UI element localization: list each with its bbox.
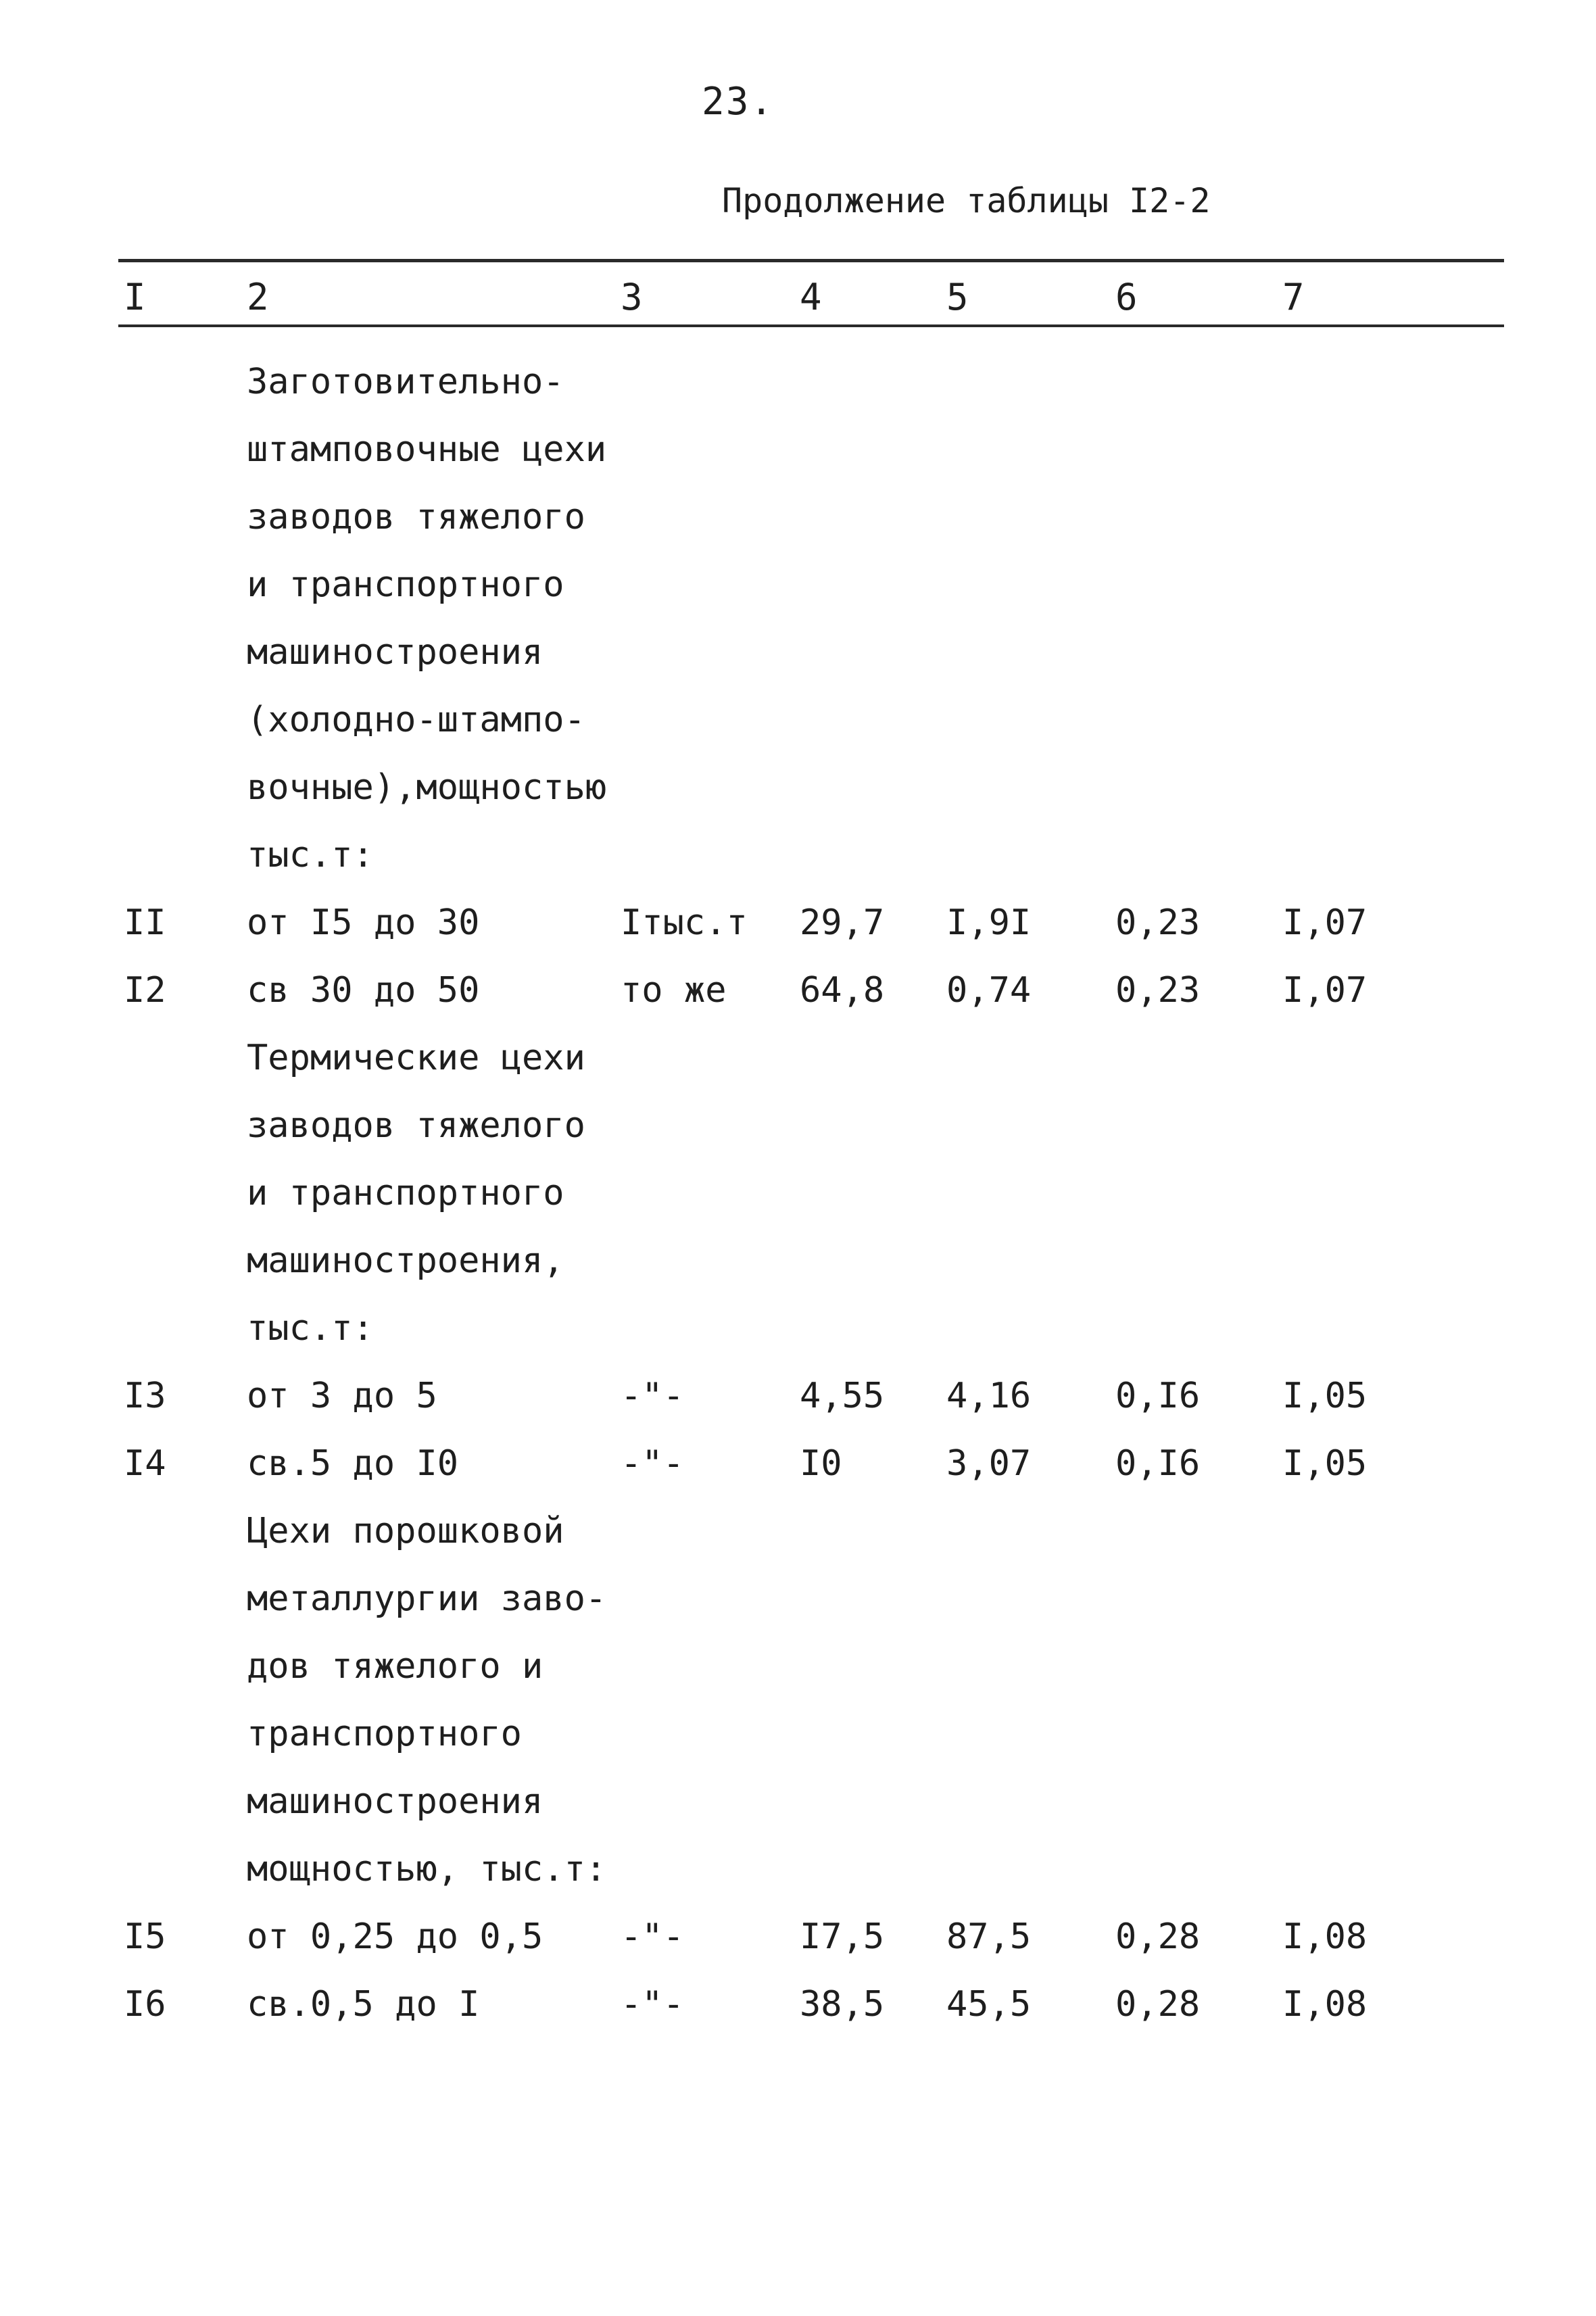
table-cell-c1: II bbox=[124, 902, 166, 943]
table-row bbox=[0, 1240, 1596, 1308]
table-row bbox=[0, 1443, 1596, 1511]
table-cell-c2: (холодно-штампо- bbox=[247, 700, 585, 740]
table-cell-c5: 0,74 bbox=[946, 970, 1032, 1011]
header-col-6: 6 bbox=[1115, 276, 1138, 318]
table-cell-c2: машиностроения bbox=[247, 1781, 543, 1822]
table-row bbox=[0, 497, 1596, 564]
table-cell-c6: 0,I6 bbox=[1115, 1376, 1201, 1416]
table-cell-c2: транспортного bbox=[247, 1714, 522, 1754]
table-row bbox=[0, 1308, 1596, 1376]
table-row bbox=[0, 700, 1596, 767]
table-cell-c6: 0,28 bbox=[1115, 1916, 1201, 1957]
table-caption: Продолжение таблицы I2-2 bbox=[722, 181, 1211, 220]
header-col-2: 2 bbox=[247, 276, 269, 318]
table-cell-c2: заводов тяжелого bbox=[247, 1105, 585, 1146]
table-cell-c1: I4 bbox=[124, 1443, 166, 1484]
table-cell-c2: тыс.т: bbox=[247, 835, 374, 875]
table-row bbox=[0, 1105, 1596, 1173]
table-cell-c2: от 3 до 5 bbox=[247, 1376, 437, 1416]
table-cell-c4: 64,8 bbox=[800, 970, 885, 1011]
table-cell-c7: I,05 bbox=[1282, 1376, 1368, 1416]
table-row bbox=[0, 1781, 1596, 1849]
table-row bbox=[0, 1849, 1596, 1916]
header-col-5: 5 bbox=[946, 276, 969, 318]
table-cell-c2: дов тяжелого и bbox=[247, 1646, 543, 1687]
table-row bbox=[0, 1173, 1596, 1240]
table-cell-c4: I0 bbox=[800, 1443, 842, 1484]
table-row bbox=[0, 1646, 1596, 1714]
table-cell-c3: -"- bbox=[621, 1916, 684, 1957]
table-cell-c5: I,9I bbox=[946, 902, 1032, 943]
table-row bbox=[0, 970, 1596, 1038]
header-col-7: 7 bbox=[1282, 276, 1305, 318]
table-row bbox=[0, 767, 1596, 835]
table-cell-c1: I2 bbox=[124, 970, 166, 1011]
table-cell-c3: Iтыс.т bbox=[621, 902, 748, 943]
table-cell-c2: металлургии заво- bbox=[247, 1578, 607, 1619]
table-cell-c3: -"- bbox=[621, 1984, 684, 2025]
table-cell-c3: то же bbox=[621, 970, 727, 1011]
table-cell-c2: мощностью, тыс.т: bbox=[247, 1849, 607, 1889]
table-row bbox=[0, 902, 1596, 970]
table-row bbox=[0, 632, 1596, 700]
table-row bbox=[0, 1038, 1596, 1105]
table-cell-c4: I7,5 bbox=[800, 1916, 885, 1957]
table-cell-c2: Термические цехи bbox=[247, 1038, 585, 1078]
table-row bbox=[0, 1578, 1596, 1646]
table-cell-c6: 0,23 bbox=[1115, 970, 1201, 1011]
table-row bbox=[0, 564, 1596, 632]
table-cell-c6: 0,I6 bbox=[1115, 1443, 1201, 1484]
table-row bbox=[0, 1984, 1596, 2052]
table-cell-c2: св.5 до I0 bbox=[247, 1443, 459, 1484]
table-row bbox=[0, 362, 1596, 429]
table-cell-c5: 45,5 bbox=[946, 1984, 1032, 2025]
table-cell-c2: машиностроения, bbox=[247, 1240, 564, 1281]
table-cell-c7: I,05 bbox=[1282, 1443, 1368, 1484]
table-cell-c3: -"- bbox=[621, 1376, 684, 1416]
table-cell-c2: от 0,25 до 0,5 bbox=[247, 1916, 543, 1957]
table-row bbox=[0, 429, 1596, 497]
table-cell-c4: 38,5 bbox=[800, 1984, 885, 2025]
table-cell-c2: тыс.т: bbox=[247, 1308, 374, 1349]
header-col-4: 4 bbox=[800, 276, 822, 318]
table-cell-c5: 4,16 bbox=[946, 1376, 1032, 1416]
table-header-rule bbox=[118, 324, 1504, 327]
table-cell-c2: и транспортного bbox=[247, 1173, 564, 1213]
table-row bbox=[0, 1376, 1596, 1443]
table-cell-c2: машиностроения bbox=[247, 632, 543, 673]
table-cell-c4: 4,55 bbox=[800, 1376, 885, 1416]
table-row bbox=[0, 1916, 1596, 1984]
table-cell-c2: св 30 до 50 bbox=[247, 970, 480, 1011]
header-col-3: 3 bbox=[621, 276, 643, 318]
table-row bbox=[0, 835, 1596, 902]
table-cell-c1: I5 bbox=[124, 1916, 166, 1957]
table-cell-c5: 3,07 bbox=[946, 1443, 1032, 1484]
header-col-1: I bbox=[124, 276, 146, 318]
table-cell-c1: I3 bbox=[124, 1376, 166, 1416]
table-top-rule bbox=[118, 259, 1504, 262]
table-cell-c3: -"- bbox=[621, 1443, 684, 1484]
table-row bbox=[0, 1714, 1596, 1781]
table-cell-c2: заводов тяжелого bbox=[247, 497, 585, 537]
table-cell-c1: I6 bbox=[124, 1984, 166, 2025]
page-number: 23. bbox=[702, 80, 775, 124]
table-cell-c7: I,07 bbox=[1282, 902, 1368, 943]
table-cell-c6: 0,23 bbox=[1115, 902, 1201, 943]
table-cell-c2: и транспортного bbox=[247, 564, 564, 605]
table-row bbox=[0, 1511, 1596, 1578]
table-cell-c4: 29,7 bbox=[800, 902, 885, 943]
table-cell-c7: I,08 bbox=[1282, 1984, 1368, 2025]
table-cell-c2: вочные),мощностью bbox=[247, 767, 607, 808]
table-cell-c2: Цехи порошковой bbox=[247, 1511, 564, 1551]
table-cell-c5: 87,5 bbox=[946, 1916, 1032, 1957]
table-cell-c7: I,07 bbox=[1282, 970, 1368, 1011]
table-cell-c2: от I5 до 30 bbox=[247, 902, 480, 943]
table-cell-c2: св.0,5 до I bbox=[247, 1984, 480, 2025]
table-cell-c2: штамповочные цехи bbox=[247, 429, 607, 470]
table-cell-c6: 0,28 bbox=[1115, 1984, 1201, 2025]
table-cell-c7: I,08 bbox=[1282, 1916, 1368, 1957]
table-cell-c2: Заготовительно- bbox=[247, 362, 564, 402]
